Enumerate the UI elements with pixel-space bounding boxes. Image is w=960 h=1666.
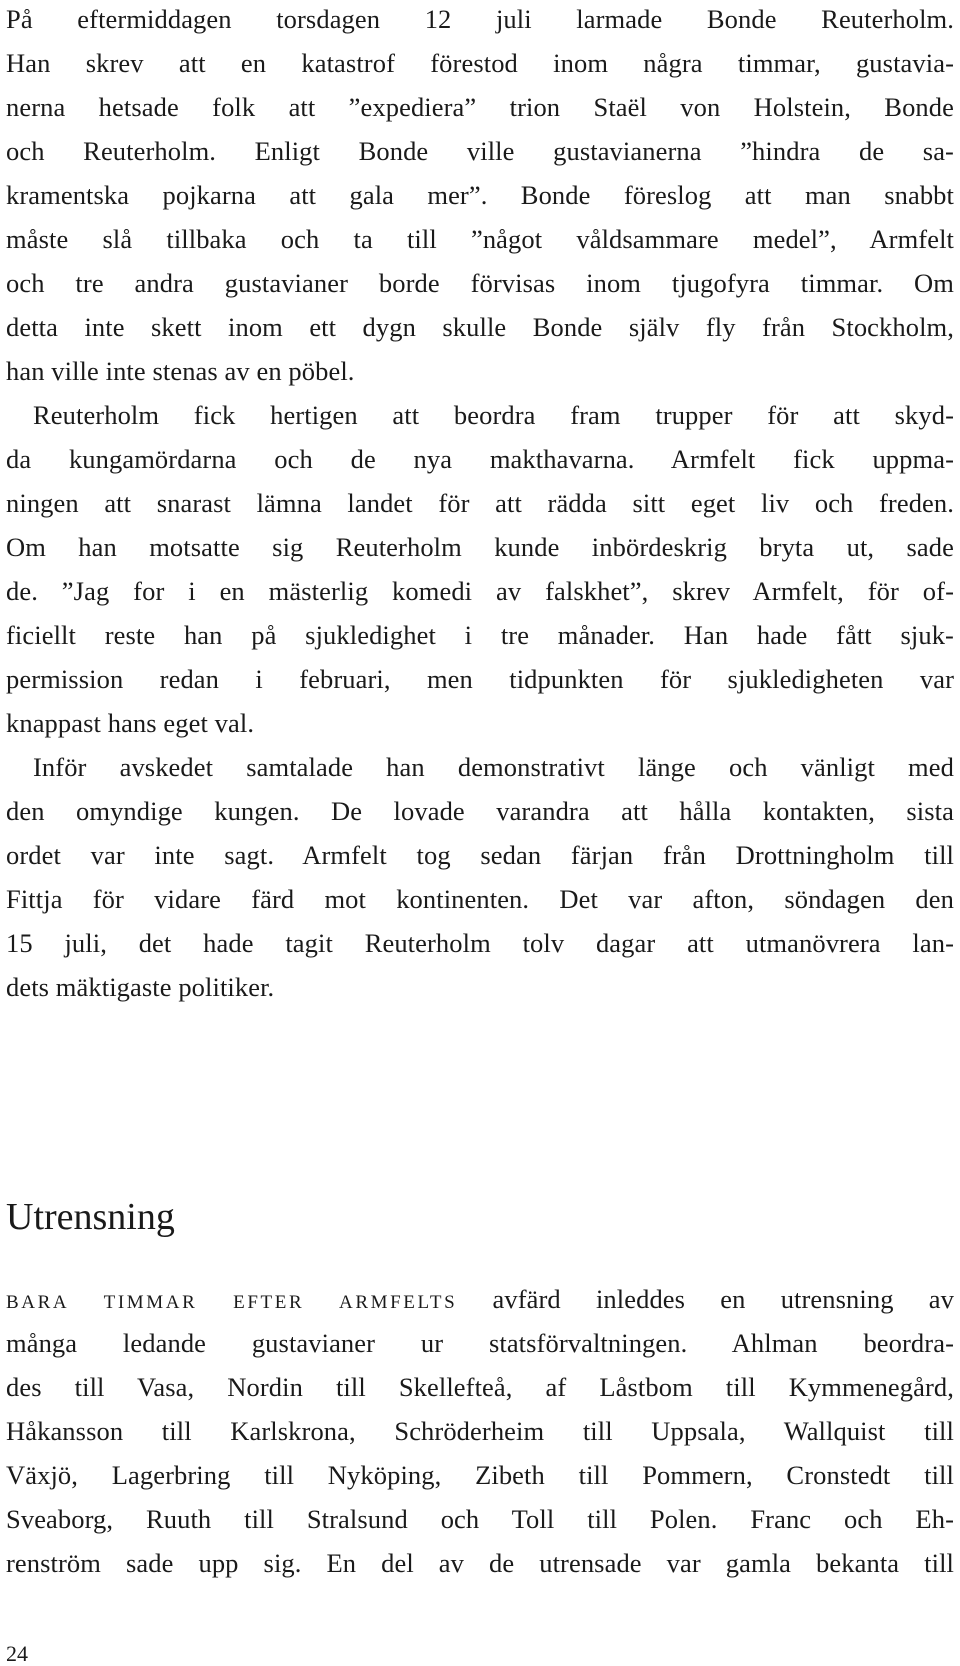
- text-line: Håkansson till Karlskrona, Schröderheim till Uppsala, Wallquist till: [6, 1416, 954, 1446]
- text-line: Inför avskedet samtalade han demonstrativt länge och vänligt med: [33, 752, 954, 782]
- small-caps-lead-in: BARA TIMMAR EFTER ARMFELTS: [6, 1292, 458, 1313]
- text-line: [6, 1286, 954, 1313]
- text-line: Han skrev att en katastrof förestod inom några timmar, gustavia-: [6, 48, 954, 78]
- text-line: permission redan i februari, men tidpunkten för sjukledigheten var: [6, 664, 954, 694]
- text-line: kramentska pojkarna att gala mer”. Bonde föreslog att man snabbt: [6, 180, 954, 210]
- text-line: ningen att snarast lämna landet för att rädda sitt eget liv och freden.: [6, 488, 954, 518]
- text-line: Om han motsatte sig Reuterholm kunde inbördeskrig bryta ut, sade: [6, 532, 954, 562]
- text-line: måste slå tillbaka och ta till ”något våldsammare medel”, Armfelt: [6, 224, 954, 254]
- text-line: renström sade upp sig. En del av de utrensade var gamla bekanta till: [6, 1548, 954, 1578]
- text-line: knappast hans eget val.: [6, 708, 255, 738]
- text-line: detta inte skett inom ett dygn skulle Bonde själv fly från Stockholm,: [6, 312, 954, 342]
- text-line: den omyndige kungen. De lovade varandra att hålla kontakten, sista: [6, 796, 954, 826]
- text-line: han ville inte stenas av en pöbel.: [6, 356, 355, 386]
- text-line: många ledande gustavianer ur statsförvaltningen. Ahlman beordra-: [6, 1328, 954, 1358]
- text-line: och Reuterholm. Enligt Bonde ville gustavianerna ”hindra de sa-: [6, 136, 954, 166]
- text-run: avfärd inleddes en utrensning av: [492, 1284, 954, 1314]
- text-line: ficiellt reste han på sjukledighet i tre månader. Han hade fått sjuk-: [6, 620, 954, 650]
- text-line: och tre andra gustavianer borde förvisas inom tjugofyra timmar. Om: [6, 268, 954, 298]
- text-line: Sveaborg, Ruuth till Stralsund och Toll till Polen. Franc och Eh-: [6, 1504, 954, 1534]
- text-line: des till Vasa, Nordin till Skellefteå, af Låstbom till Kymmenegård,: [6, 1372, 954, 1402]
- text-line: Reuterholm fick hertigen att beordra fram trupper för att skyd-: [33, 400, 954, 430]
- text-line: På eftermiddagen torsdagen 12 juli larmade Bonde Reuterholm.: [6, 4, 954, 34]
- text-line: Fittja för vidare färd mot kontinenten. Det var afton, söndagen den: [6, 884, 954, 914]
- text-line: da kungamördarna och de nya makthavarna. Armfelt fick uppma-: [6, 444, 954, 474]
- section-heading: Utrensning: [6, 1196, 175, 1238]
- book-page: [6, 0, 954, 1666]
- text-line: 15 juli, det hade tagit Reuterholm tolv dagar att utmanövrera lan-: [6, 928, 954, 958]
- text-line: dets mäktigaste politiker.: [6, 972, 275, 1002]
- text-line: ordet var inte sagt. Armfelt tog sedan färjan från Drottningholm till: [6, 840, 954, 870]
- text-line: de. ”Jag for i en mästerlig komedi av falskhet”, skrev Armfelt, för of-: [6, 576, 954, 606]
- text-line: nerna hetsade folk att ”expediera” trion Staël von Holstein, Bonde: [6, 92, 954, 122]
- page-number: 24: [6, 1641, 28, 1666]
- text-line: Växjö, Lagerbring till Nyköping, Zibeth till Pommern, Cronstedt till: [6, 1460, 954, 1490]
